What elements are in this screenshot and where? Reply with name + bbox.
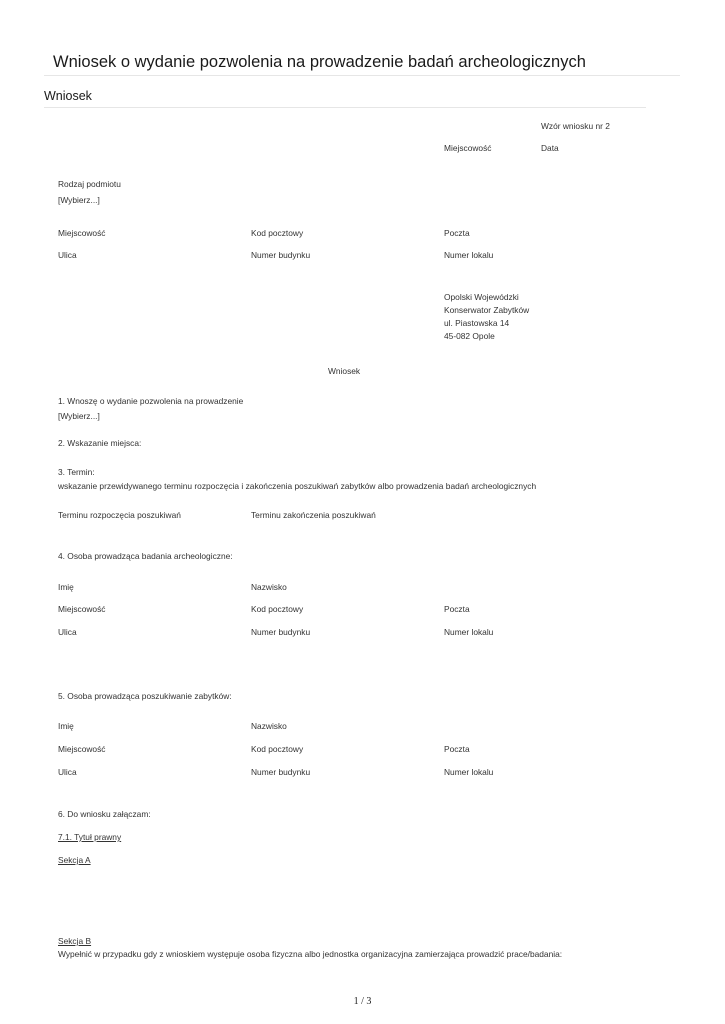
page-number: 1 / 3 (353, 996, 372, 1007)
title-divider (44, 75, 680, 76)
request-heading: Wniosek (328, 366, 361, 376)
entity-type-label: Rodzaj podmiotu (58, 179, 121, 189)
person5-city-field[interactable]: Miejscowość (58, 744, 106, 754)
section-b-link[interactable]: Sekcja B (58, 936, 92, 946)
applicant-building-field[interactable]: Numer budynku (251, 250, 311, 260)
person4-first-name-field[interactable]: Imię (58, 582, 74, 592)
date-field-label: Data (541, 143, 559, 153)
page-title: Wniosek o wydanie pozwolenia na prowadzenie badań archeologicznych (53, 53, 586, 71)
section-a-link[interactable]: Sekcja A (58, 855, 91, 865)
section-3-description: wskazanie przewidywanego terminu rozpoczęcia i zakończenia poszukiwań zabytków albo prowadzenia badań archeologicznych (58, 481, 537, 491)
person4-post-field[interactable]: Poczta (444, 604, 470, 614)
legal-title-link[interactable]: 7.1. Tytuł prawny (58, 832, 122, 842)
section-divider (44, 107, 646, 108)
recipient-line-4: 45-082 Opole (444, 331, 495, 341)
section-3-label: 3. Termin: (58, 467, 95, 477)
applicant-unit-field[interactable]: Numer lokalu (444, 250, 494, 260)
section-4-label: 4. Osoba prowadząca badania archeologiczne: (58, 551, 233, 561)
person4-unit-field[interactable]: Numer lokalu (444, 627, 494, 637)
form-number: Wzór wniosku nr 2 (541, 121, 610, 131)
applicant-city-field[interactable]: Miejscowość (58, 228, 106, 238)
recipient-line-2: Konserwator Zabytków (444, 305, 530, 315)
applicant-street-field[interactable]: Ulica (58, 250, 77, 260)
person4-city-field[interactable]: Miejscowość (58, 604, 106, 614)
recipient-line-1: Opolski Wojewódzki (444, 292, 519, 302)
person5-post-field[interactable]: Poczta (444, 744, 470, 754)
person4-postal-code-field[interactable]: Kod pocztowy (251, 604, 304, 614)
permit-type-select[interactable]: [Wybierz...] (58, 411, 100, 421)
section-2-label: 2. Wskazanie miejsca: (58, 438, 142, 448)
person5-street-field[interactable]: Ulica (58, 767, 77, 777)
applicant-postal-code-field[interactable]: Kod pocztowy (251, 228, 304, 238)
person5-postal-code-field[interactable]: Kod pocztowy (251, 744, 304, 754)
person5-building-field[interactable]: Numer budynku (251, 767, 311, 777)
section-1-label: 1. Wnoszę o wydanie pozwolenia na prowadzenie (58, 396, 244, 406)
start-date-field[interactable]: Terminu rozpoczęcia poszukiwań (58, 510, 181, 520)
applicant-post-field[interactable]: Poczta (444, 228, 470, 238)
section-title: Wniosek (44, 89, 92, 103)
end-date-field[interactable]: Terminu zakończenia poszukiwań (251, 510, 376, 520)
person4-building-field[interactable]: Numer budynku (251, 627, 311, 637)
person5-first-name-field[interactable]: Imię (58, 721, 74, 731)
section-5-label: 5. Osoba prowadząca poszukiwanie zabytków: (58, 691, 232, 701)
recipient-line-3: ul. Piastowska 14 (444, 318, 510, 328)
person4-last-name-field[interactable]: Nazwisko (251, 582, 287, 592)
person5-unit-field[interactable]: Numer lokalu (444, 767, 494, 777)
place-field-label: Miejscowość (444, 143, 492, 153)
entity-type-select[interactable]: [Wybierz...] (58, 195, 100, 205)
section-6-label: 6. Do wniosku załączam: (58, 809, 151, 819)
person4-street-field[interactable]: Ulica (58, 627, 77, 637)
person5-last-name-field[interactable]: Nazwisko (251, 721, 287, 731)
section-b-description: Wypełnić w przypadku gdy z wnioskiem występuje osoba fizyczna albo jednostka organizacyjna zamierzająca prowadzić prace/badania: (58, 949, 563, 959)
